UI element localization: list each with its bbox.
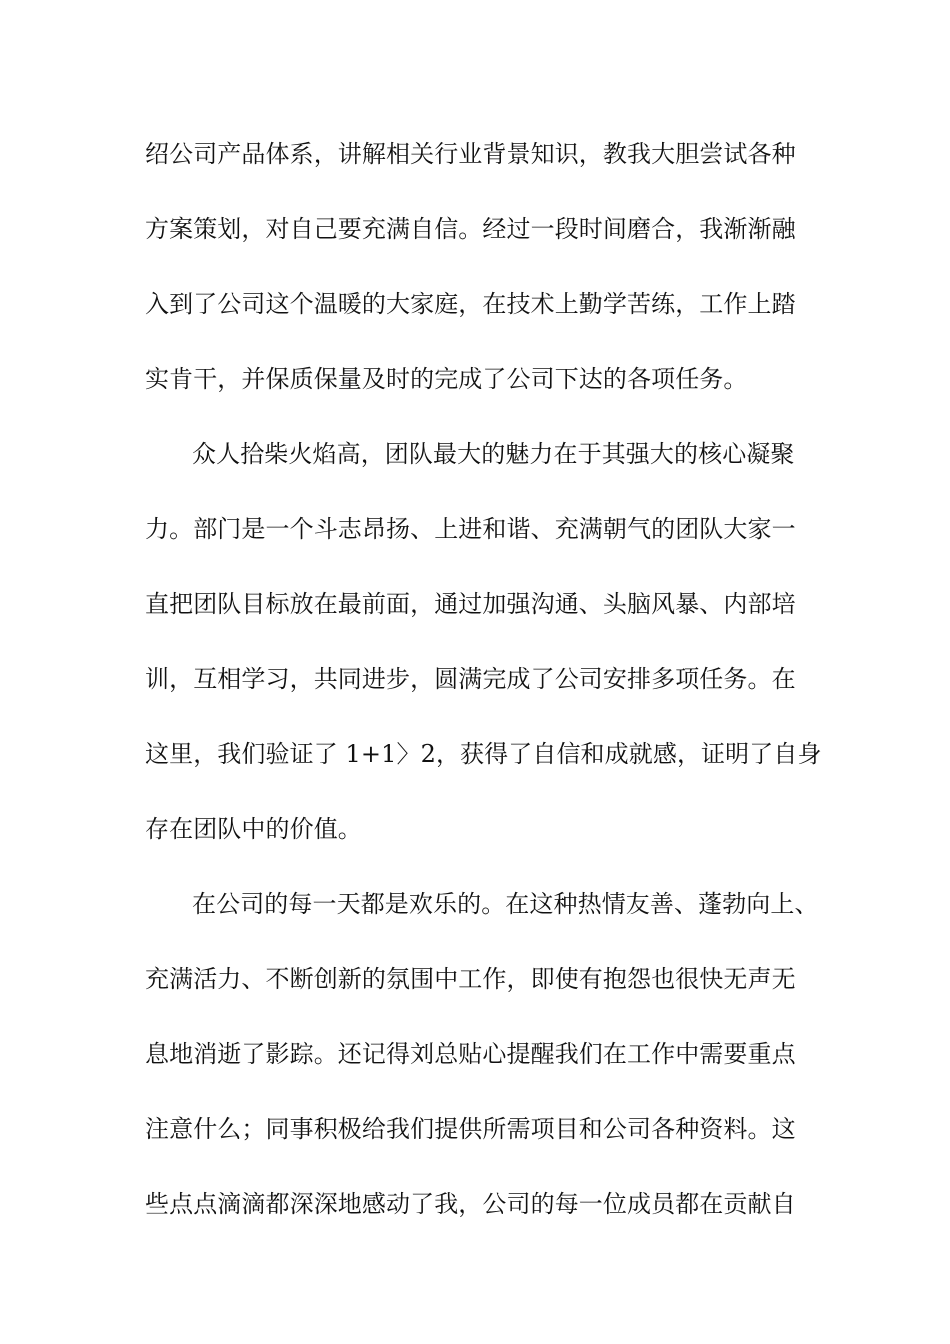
text-line: 众人拾柴火焰高，团队最大的魅力在于其强大的核心凝聚: [192, 440, 795, 468]
text-line: 直把团队目标放在最前面，通过加强沟通、头脑风暴、内部培: [145, 590, 796, 618]
text-line: 充满活力、不断创新的氛围中工作，即使有抱怨也很快无声无: [145, 965, 796, 993]
text-line: 力。部门是一个斗志昂扬、上进和谐、充满朝气的团队大家一: [145, 515, 796, 543]
text-line: 些点点滴滴都深深地感动了我，公司的每一位成员都在贡献自: [145, 1190, 796, 1218]
paragraph-3: [145, 878, 819, 1253]
paragraph-1: [145, 128, 815, 428]
text-line: 实肯干，并保质保量及时的完成了公司下达的各项任务。: [145, 365, 748, 393]
paragraph-2: [145, 428, 822, 878]
text-line: 绍公司产品体系，讲解相关行业背景知识，教我大胆尝试各种: [145, 140, 796, 168]
text-line: 存在团队中的价值。: [145, 815, 362, 843]
text-line: 方案策划，对自己要充满自信。经过一段时间磨合，我渐渐融: [145, 215, 796, 243]
text-line: 这里，我们验证了 1+1〉2，获得了自信和成就感，证明了自身: [145, 740, 822, 768]
text-line: 息地消逝了影踪。还记得刘总贴心提醒我们在工作中需要重点: [145, 1040, 796, 1068]
text-line: 入到了公司这个温暖的大家庭，在技术上勤学苦练，工作上踏: [145, 290, 796, 318]
text-line: 注意什么；同事积极给我们提供所需项目和公司各种资料。这: [145, 1115, 796, 1143]
document-body: [145, 128, 822, 1253]
text-line: 训，互相学习，共同进步，圆满完成了公司安排多项任务。在: [145, 665, 796, 693]
text-line: 在公司的每一天都是欢乐的。在这种热情友善、蓬勃向上、: [192, 890, 819, 918]
